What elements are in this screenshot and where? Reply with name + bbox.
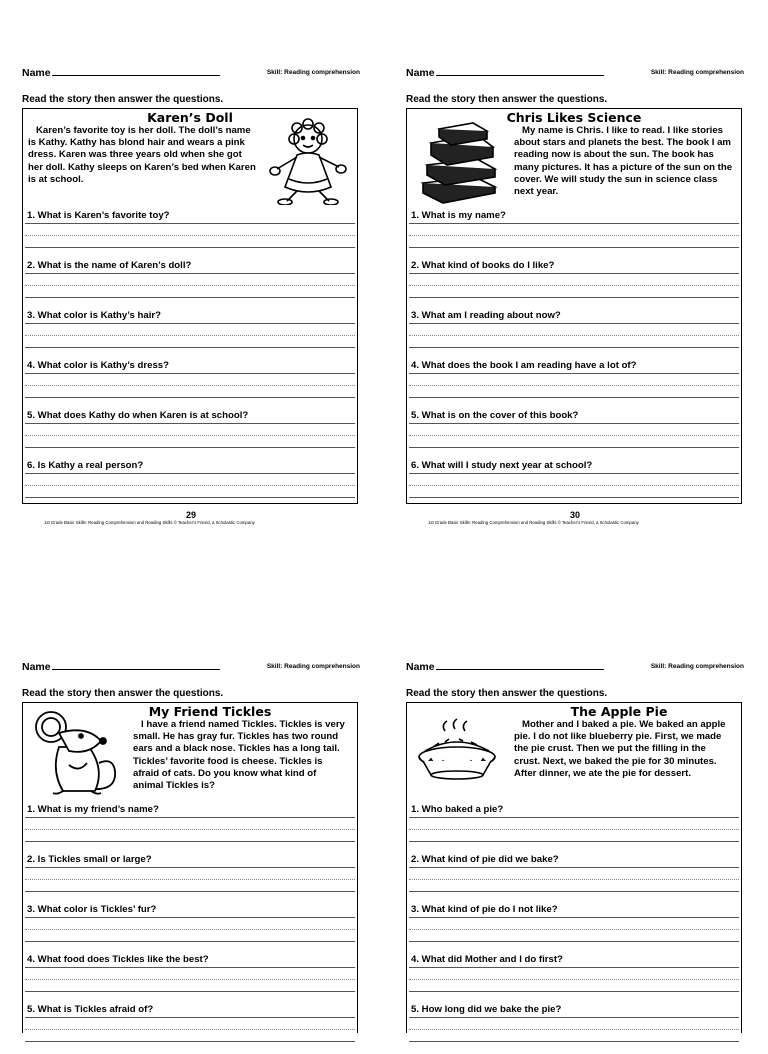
- question-text: 3. What color is Tickles’ fur?: [27, 904, 157, 915]
- answer-line[interactable]: [409, 497, 739, 498]
- story-text: Karen’s favorite toy is her doll. The doll’s name is Kathy. Kathy has blond hair and wears a pink dress. Karen was three years old when she got her doll. Kathy sleeps on Karen’s bed when Karen is at school.: [28, 125, 256, 185]
- answer-line[interactable]: [409, 423, 739, 424]
- answer-line[interactable]: [25, 423, 355, 424]
- answer-line[interactable]: [409, 1017, 739, 1018]
- question-text: 5. What does Kathy do when Karen is at school?: [27, 410, 249, 421]
- name-label: Name: [22, 661, 51, 673]
- answer-line[interactable]: [25, 347, 355, 348]
- question-text: 4. What did Mother and I do first?: [411, 954, 563, 965]
- question-item: [407, 804, 741, 854]
- story-text: My name is Chris. I like to read. I like stories about stars and planets the best. The book I am reading now is about the sun. The book has many pictures. It has a picture of the sun on the cover. We will study the sun in science class next year.: [514, 125, 733, 198]
- answer-line[interactable]: [25, 447, 355, 448]
- answer-line[interactable]: [25, 323, 355, 324]
- answer-guide-line: [409, 385, 739, 386]
- question-text: 6. Is Kathy a real person?: [27, 460, 144, 471]
- story-title: Karen’s Doll: [147, 110, 233, 125]
- question-text: 5. How long did we bake the pie?: [411, 1004, 562, 1015]
- answer-line[interactable]: [409, 247, 739, 248]
- question-item: [23, 854, 357, 904]
- answer-line[interactable]: [25, 991, 355, 992]
- answer-guide-line: [25, 829, 355, 830]
- worksheet-box: [22, 702, 358, 1033]
- name-row: [406, 64, 742, 82]
- worksheet-box: [406, 108, 742, 504]
- answer-guide-line: [409, 929, 739, 930]
- answer-line[interactable]: [409, 1041, 739, 1042]
- answer-line[interactable]: [409, 347, 739, 348]
- rag-doll-icon: [267, 117, 349, 205]
- answer-guide-line: [25, 979, 355, 980]
- question-text: 4. What color is Kathy’s dress?: [27, 360, 169, 371]
- answer-line[interactable]: [25, 473, 355, 474]
- question-text: 6. What will I study next year at school?: [411, 460, 593, 471]
- name-row: [406, 658, 742, 676]
- answer-line[interactable]: [409, 323, 739, 324]
- answer-line[interactable]: [25, 497, 355, 498]
- answer-guide-line: [25, 385, 355, 386]
- answer-line[interactable]: [409, 991, 739, 992]
- answer-line[interactable]: [25, 1017, 355, 1018]
- question-list: [407, 804, 741, 1054]
- question-text: 5. What is Tickles afraid of?: [27, 1004, 154, 1015]
- question-item: [23, 954, 357, 1004]
- story-title: Chris Likes Science: [506, 110, 642, 125]
- answer-guide-line: [409, 829, 739, 830]
- question-item: [23, 904, 357, 954]
- answer-line[interactable]: [25, 817, 355, 818]
- answer-guide-line: [409, 1029, 739, 1030]
- name-row: [22, 64, 358, 82]
- question-item: [407, 410, 741, 460]
- answer-line[interactable]: [409, 817, 739, 818]
- page-number: 29: [186, 510, 197, 520]
- name-label: Name: [22, 67, 51, 79]
- question-text: 2. What kind of pie did we bake?: [411, 854, 559, 865]
- question-text: 1. What is Karen’s favorite toy?: [27, 210, 170, 221]
- name-blank[interactable]: [436, 660, 604, 670]
- name-label: Name: [406, 661, 435, 673]
- question-item: [407, 260, 741, 310]
- answer-line[interactable]: [25, 247, 355, 248]
- question-item: [407, 360, 741, 410]
- answer-line[interactable]: [409, 867, 739, 868]
- story-text: I have a friend named Tickles. Tickles is very small. He has gray fur. Tickles has two round ears and a black nose. Tickles has a long tail. Tickles’ favorite food is cheese. Tickles is afraid of cats. Do you know what kind of animal Tickles is?: [133, 719, 345, 792]
- answer-line[interactable]: [409, 891, 739, 892]
- question-list: [407, 210, 741, 510]
- answer-line[interactable]: [25, 941, 355, 942]
- credit-line: 1st Grade Basic Skills: Reading Comprehension and Reading Skills © Teacher's Friend, a Scholastic Company: [44, 520, 255, 525]
- answer-line[interactable]: [409, 397, 739, 398]
- name-row: [22, 658, 358, 676]
- answer-guide-line: [409, 285, 739, 286]
- answer-guide-line: [409, 435, 739, 436]
- answer-guide-line: [25, 435, 355, 436]
- credit-line: 1st Grade Basic Skills: Reading Comprehension and Reading Skills © Teacher's Friend, a Scholastic Company: [428, 520, 639, 525]
- worksheet-chris-likes-science: [406, 64, 744, 525]
- question-item: [23, 260, 357, 310]
- answer-line[interactable]: [25, 967, 355, 968]
- question-text: 4. What food does Tickles like the best?: [27, 954, 209, 965]
- question-text: 3. What color is Kathy’s hair?: [27, 310, 161, 321]
- answer-guide-line: [25, 879, 355, 880]
- answer-line[interactable]: [409, 967, 739, 968]
- answer-line[interactable]: [409, 841, 739, 842]
- answer-guide-line: [25, 235, 355, 236]
- answer-line[interactable]: [409, 941, 739, 942]
- answer-guide-line: [409, 979, 739, 980]
- skill-label: Skill: Reading comprehension: [650, 663, 744, 670]
- answer-line[interactable]: [409, 917, 739, 918]
- question-text: 2. What kind of books do I like?: [411, 260, 555, 271]
- question-list: [23, 210, 357, 510]
- instructions: Read the story then answer the questions.: [406, 94, 608, 105]
- answer-guide-line: [25, 1029, 355, 1030]
- question-text: 1. What is my name?: [411, 210, 506, 221]
- instructions: Read the story then answer the questions.: [22, 688, 224, 699]
- answer-guide-line: [409, 335, 739, 336]
- question-item: [407, 954, 741, 1004]
- answer-guide-line: [409, 879, 739, 880]
- answer-line[interactable]: [409, 447, 739, 448]
- book-stack-icon: [417, 121, 501, 205]
- answer-line[interactable]: [25, 867, 355, 868]
- question-item: [23, 410, 357, 460]
- answer-line[interactable]: [25, 297, 355, 298]
- answer-line[interactable]: [25, 891, 355, 892]
- name-blank[interactable]: [436, 66, 604, 76]
- skill-label: Skill: Reading comprehension: [266, 663, 360, 670]
- question-item: [23, 460, 357, 510]
- answer-line[interactable]: [25, 397, 355, 398]
- name-label: Name: [406, 67, 435, 79]
- worksheet-karens-doll: [22, 64, 360, 525]
- question-text: 2. What is the name of Karen’s doll?: [27, 260, 192, 271]
- page-number: 30: [570, 510, 581, 520]
- answer-line[interactable]: [409, 273, 739, 274]
- question-item: [407, 310, 741, 360]
- question-item: [23, 360, 357, 410]
- question-list: [23, 804, 357, 1054]
- question-item: [23, 210, 357, 260]
- answer-guide-line: [409, 235, 739, 236]
- question-item: [23, 310, 357, 360]
- name-blank[interactable]: [52, 660, 220, 670]
- instructions: Read the story then answer the questions.: [22, 94, 224, 105]
- answer-line[interactable]: [409, 297, 739, 298]
- question-text: 2. Is Tickles small or large?: [27, 854, 152, 865]
- story-title: My Friend Tickles: [148, 704, 272, 719]
- answer-line[interactable]: [25, 1041, 355, 1042]
- question-text: 3. What kind of pie do I not like?: [411, 904, 558, 915]
- worksheet-my-friend-tickles: [22, 658, 358, 1033]
- answer-line[interactable]: [25, 273, 355, 274]
- question-item: [407, 854, 741, 904]
- answer-guide-line: [25, 929, 355, 930]
- question-item: [23, 1004, 357, 1054]
- skill-label: Skill: Reading comprehension: [266, 69, 360, 76]
- instructions: Read the story then answer the questions.: [406, 688, 608, 699]
- answer-guide-line: [25, 485, 355, 486]
- question-item: [23, 804, 357, 854]
- question-item: [407, 1004, 741, 1054]
- answer-line[interactable]: [25, 223, 355, 224]
- story-title: The Apple Pie: [570, 704, 668, 719]
- answer-line[interactable]: [25, 373, 355, 374]
- question-item: [407, 460, 741, 510]
- name-blank[interactable]: [52, 66, 220, 76]
- question-text: 1. Who baked a pie?: [411, 804, 504, 815]
- question-item: [407, 210, 741, 260]
- skill-label: Skill: Reading comprehension: [650, 69, 744, 76]
- worksheet-the-apple-pie: [406, 658, 742, 1033]
- answer-guide-line: [25, 335, 355, 336]
- answer-guide-line: [25, 285, 355, 286]
- worksheet-box: [406, 702, 742, 1033]
- mouse-icon: [29, 707, 123, 799]
- question-item: [407, 904, 741, 954]
- answer-line[interactable]: [409, 473, 739, 474]
- question-text: 1. What is my friend’s name?: [27, 804, 159, 815]
- answer-guide-line: [409, 485, 739, 486]
- answer-line[interactable]: [409, 223, 739, 224]
- question-text: 4. What does the book I am reading have a lot of?: [411, 360, 637, 371]
- story-text: Mother and I baked a pie. We baked an apple pie. I do not like blueberry pie. First, we made the pie crust. Then we put the filling in the crust. Next, we baked the pie for 30 minutes. After dinner, we ate the pie for dessert.: [514, 719, 726, 779]
- question-text: 3. What am I reading about now?: [411, 310, 561, 321]
- pie-icon: [415, 717, 499, 781]
- answer-line[interactable]: [25, 917, 355, 918]
- question-text: 5. What is on the cover of this book?: [411, 410, 579, 421]
- answer-line[interactable]: [25, 841, 355, 842]
- worksheet-box: [22, 108, 358, 504]
- answer-line[interactable]: [409, 373, 739, 374]
